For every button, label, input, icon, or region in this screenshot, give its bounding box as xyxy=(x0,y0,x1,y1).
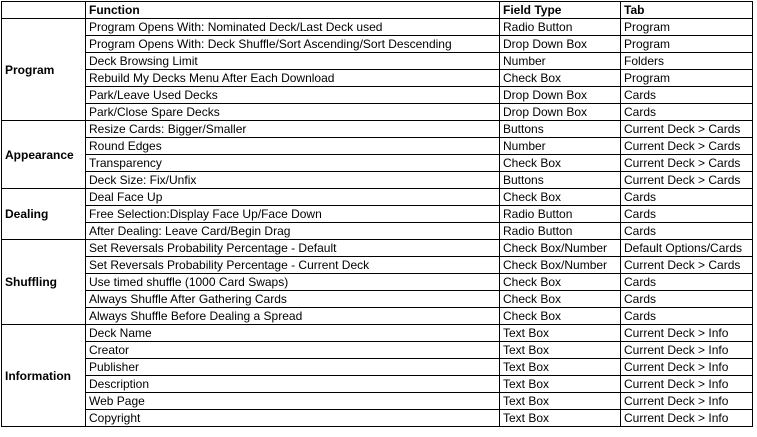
tab-cell: Cards xyxy=(621,223,753,240)
field-type-cell: Check Box xyxy=(500,274,621,291)
field-type-cell: Text Box xyxy=(500,376,621,393)
table-row xyxy=(2,376,753,393)
function-cell: Creator xyxy=(86,342,500,359)
function-cell: Park/Close Spare Decks xyxy=(86,104,500,121)
tab-cell: Program xyxy=(621,36,753,53)
function-cell: Rebuild My Decks Menu After Each Download xyxy=(86,70,500,87)
function-cell: Deck Browsing Limit xyxy=(86,53,500,70)
tab-cell: Cards xyxy=(621,206,753,223)
table-row xyxy=(2,53,753,70)
header-corner-cell xyxy=(2,2,86,19)
table-row xyxy=(2,410,753,427)
tab-cell: Folders xyxy=(621,53,753,70)
table-row xyxy=(2,70,753,87)
function-cell: Program Opens With: Nominated Deck/Last Deck used xyxy=(86,19,500,36)
settings-table xyxy=(1,1,753,427)
field-type-cell: Text Box xyxy=(500,325,621,342)
function-cell: Set Reversals Probability Percentage - Current Deck xyxy=(86,257,500,274)
table-row xyxy=(2,274,753,291)
tab-cell: Cards xyxy=(621,308,753,325)
function-cell: Copyright xyxy=(86,410,500,427)
field-type-cell: Buttons xyxy=(500,172,621,189)
table-row xyxy=(2,291,753,308)
tab-cell: Default Options/Cards xyxy=(621,240,753,257)
function-cell: Resize Cards: Bigger/Smaller xyxy=(86,121,500,138)
table-row xyxy=(2,257,753,274)
function-cell: Program Opens With: Deck Shuffle/Sort Ascending/Sort Descending xyxy=(86,36,500,53)
function-cell: Use timed shuffle (1000 Card Swaps) xyxy=(86,274,500,291)
function-cell: Always Shuffle After Gathering Cards xyxy=(86,291,500,308)
function-cell: Description xyxy=(86,376,500,393)
tab-cell: Current Deck > Cards xyxy=(621,172,753,189)
header-tab: Tab xyxy=(621,2,753,19)
tab-cell: Program xyxy=(621,70,753,87)
table-row xyxy=(2,104,753,121)
table-row xyxy=(2,308,753,325)
field-type-cell: Drop Down Box xyxy=(500,36,621,53)
table-row xyxy=(2,138,753,155)
tab-cell: Current Deck > Info xyxy=(621,376,753,393)
group-label: Information xyxy=(2,325,86,427)
field-type-cell: Text Box xyxy=(500,393,621,410)
function-cell: Publisher xyxy=(86,359,500,376)
table-row xyxy=(2,121,753,138)
field-type-cell: Check Box xyxy=(500,70,621,87)
field-type-cell: Check Box/Number xyxy=(500,240,621,257)
table-row xyxy=(2,36,753,53)
tab-cell: Current Deck > Info xyxy=(621,325,753,342)
table-row xyxy=(2,359,753,376)
field-type-cell: Radio Button xyxy=(500,223,621,240)
function-cell: Deal Face Up xyxy=(86,189,500,206)
group-label: Shuffling xyxy=(2,240,86,325)
tab-cell: Current Deck > Info xyxy=(621,359,753,376)
tab-cell: Cards xyxy=(621,104,753,121)
tab-cell: Cards xyxy=(621,274,753,291)
tab-cell: Program xyxy=(621,19,753,36)
field-type-cell: Radio Button xyxy=(500,19,621,36)
tab-cell: Current Deck > Cards xyxy=(621,155,753,172)
tab-cell: Cards xyxy=(621,291,753,308)
function-cell: Free Selection:Display Face Up/Face Down xyxy=(86,206,500,223)
function-cell: Set Reversals Probability Percentage - Default xyxy=(86,240,500,257)
function-cell: Deck Size: Fix/Unfix xyxy=(86,172,500,189)
tab-cell: Current Deck > Cards xyxy=(621,257,753,274)
tab-cell: Cards xyxy=(621,189,753,206)
header-function: Function xyxy=(86,2,500,19)
tab-cell: Current Deck > Cards xyxy=(621,138,753,155)
field-type-cell: Drop Down Box xyxy=(500,87,621,104)
table-row xyxy=(2,325,753,342)
tab-cell: Current Deck > Cards xyxy=(621,121,753,138)
table-row xyxy=(2,19,753,36)
tab-cell: Current Deck > Info xyxy=(621,410,753,427)
field-type-cell: Check Box xyxy=(500,291,621,308)
tab-cell: Current Deck > Info xyxy=(621,342,753,359)
tab-cell: Current Deck > Info xyxy=(621,393,753,410)
function-cell: Web Page xyxy=(86,393,500,410)
table-row xyxy=(2,223,753,240)
function-cell: After Dealing: Leave Card/Begin Drag xyxy=(86,223,500,240)
field-type-cell: Check Box xyxy=(500,189,621,206)
table-row xyxy=(2,87,753,104)
header-field-type: Field Type xyxy=(500,2,621,19)
field-type-cell: Check Box xyxy=(500,155,621,172)
field-type-cell: Number xyxy=(500,138,621,155)
field-type-cell: Text Box xyxy=(500,342,621,359)
function-cell: Transparency xyxy=(86,155,500,172)
function-cell: Round Edges xyxy=(86,138,500,155)
table-row xyxy=(2,240,753,257)
table-body xyxy=(2,19,753,427)
group-label: Dealing xyxy=(2,189,86,240)
header-row xyxy=(2,2,753,19)
field-type-cell: Text Box xyxy=(500,410,621,427)
function-cell: Always Shuffle Before Dealing a Spread xyxy=(86,308,500,325)
table-row xyxy=(2,189,753,206)
table-row xyxy=(2,342,753,359)
field-type-cell: Text Box xyxy=(500,359,621,376)
function-cell: Deck Name xyxy=(86,325,500,342)
field-type-cell: Check Box/Number xyxy=(500,257,621,274)
table-row xyxy=(2,206,753,223)
field-type-cell: Check Box xyxy=(500,308,621,325)
field-type-cell: Radio Button xyxy=(500,206,621,223)
field-type-cell: Drop Down Box xyxy=(500,104,621,121)
table-row xyxy=(2,155,753,172)
tab-cell: Cards xyxy=(621,87,753,104)
table-row xyxy=(2,393,753,410)
table-row xyxy=(2,172,753,189)
group-label: Appearance xyxy=(2,121,86,189)
field-type-cell: Buttons xyxy=(500,121,621,138)
group-label: Program xyxy=(2,19,86,121)
field-type-cell: Number xyxy=(500,53,621,70)
function-cell: Park/Leave Used Decks xyxy=(86,87,500,104)
